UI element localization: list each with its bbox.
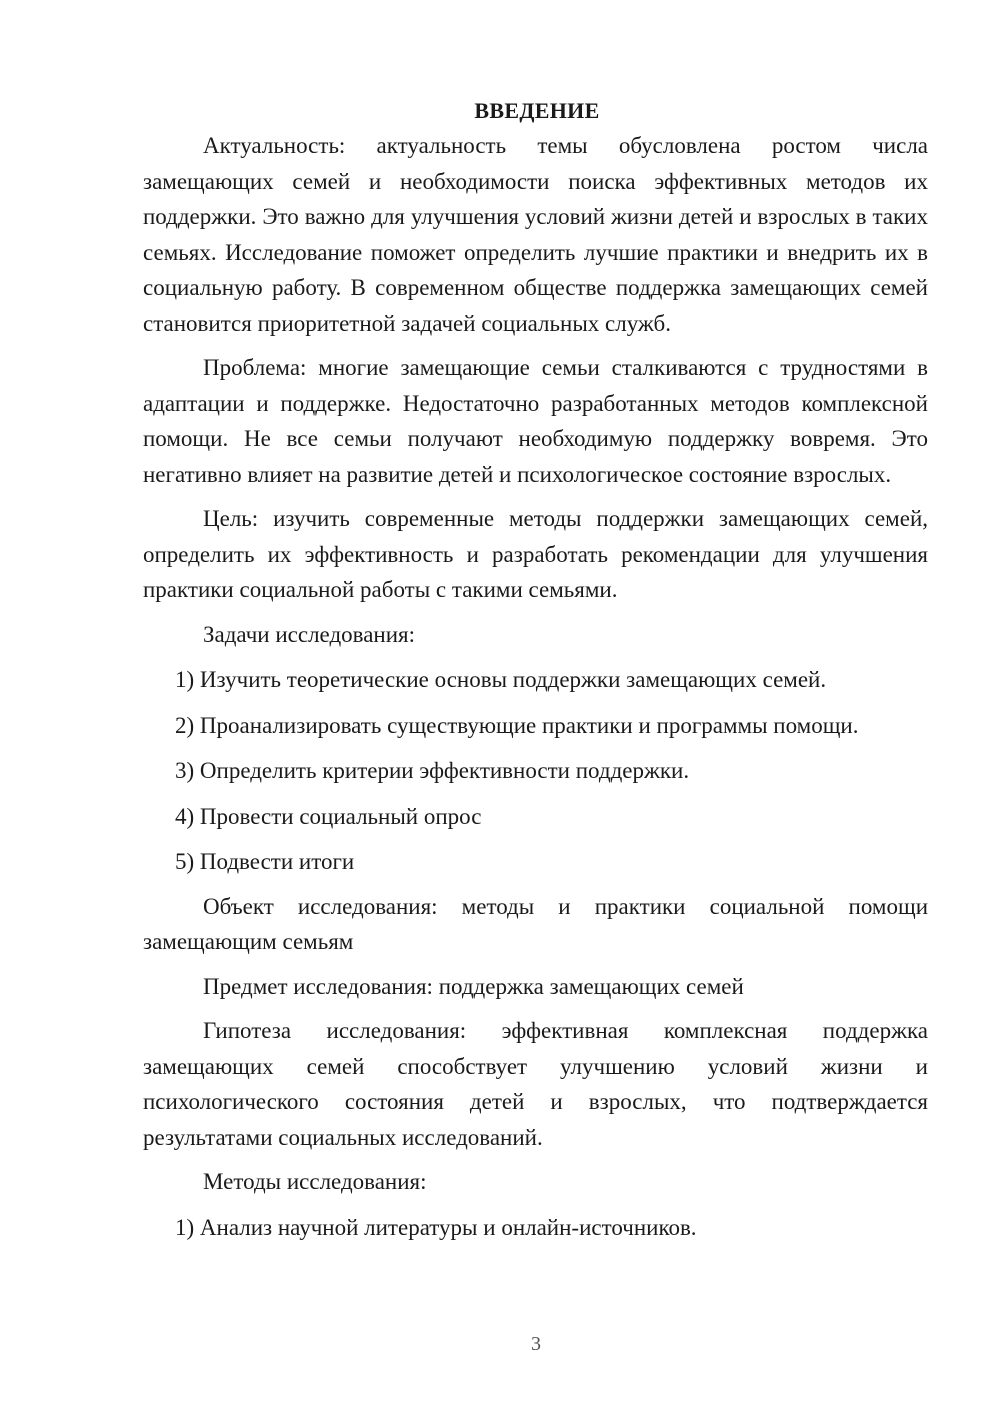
paragraph-hypothesis: Гипотеза исследования: эффективная комплексная поддержка замещающих семей способствует улучшению условий жизни и психологического состояния детей и взрослых, что подтверждается результатами социальных исследований.	[143, 1018, 928, 1150]
list-item: 3) Определить критерии эффективности поддержки.	[175, 758, 690, 783]
paragraph-relevance: Актуальность: актуальность темы обусловлена ростом числа замещающих семей и необходимости поиска эффективных методов их поддержки. Это важно для улучшения условий жизни детей и взрослых в таких семьях. Исследование поможет определить лучшие практики и внедрить их в социальную работу. В современном обществе поддержка замещающих семей становится приоритетной задачей социальных служб.	[143, 133, 928, 336]
methods-list	[143, 1210, 928, 1246]
paragraph-object: Объект исследования: методы и практики социальной помощи замещающим семьям	[143, 893, 928, 954]
list-item: 2) Проанализировать существующие практики и программы помощи.	[175, 712, 859, 738]
paragraph-problem: Проблема: многие замещающие семьи сталкиваются с трудностями в адаптации и поддержке. Недостаточно разработанных методов комплексной помощи. Не все семьи получают необходимую поддержку вовремя. Это негативно влияет на развитие детей и психологическое состояние взрослых.	[143, 355, 928, 487]
paragraph-methods-heading: Методы исследования:	[203, 1169, 427, 1194]
page-number: 3	[531, 1333, 541, 1355]
paragraph-subject: Предмет исследования: поддержка замещающих семей	[203, 973, 744, 999]
list-item: 1) Изучить теоретические основы поддержки замещающих семей.	[175, 667, 827, 692]
list-item: 1) Анализ научной литературы и онлайн-источников.	[175, 1214, 697, 1240]
paragraph-goal: Цель: изучить современные методы поддержки замещающих семей, определить их эффективность и разработать рекомендации для улучшения практики социальной работы с такими семьями.	[143, 506, 928, 602]
tasks-list	[143, 662, 928, 880]
paragraph-tasks-heading: Задачи исследования:	[203, 621, 416, 647]
list-item: 4) Провести социальный опрос	[175, 803, 482, 829]
section-title: ВВЕДЕНИЕ	[474, 98, 600, 123]
list-item: 5) Подвести итоги	[175, 849, 355, 874]
document-body	[143, 93, 928, 1245]
